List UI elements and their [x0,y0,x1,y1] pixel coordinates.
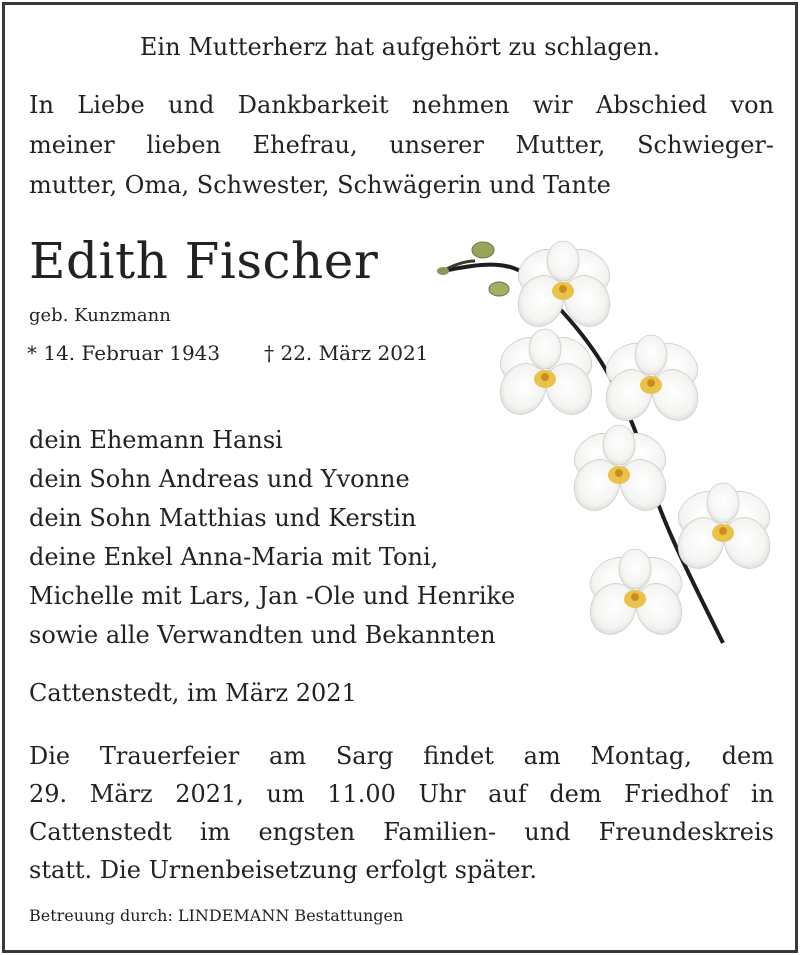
mourner-line: sowie alle Verwandten und Bekannten [29,621,496,649]
mourner-line: dein Sohn Matthias und Kerstin [29,504,417,532]
mourner-line: dein Ehemann Hansi [29,426,283,454]
orchid-flower [492,329,600,422]
intro-line: In Liebe und Dankbarkeit nehmen wir Abschied von [29,91,774,119]
death-date: † 22. März 2021 [264,341,429,365]
mourners-list [29,421,515,655]
funeral-line: Cattenstedt im engsten Familien- und Freundeskreis [29,818,774,846]
birth-date: * 14. Februar 1943 [27,341,221,365]
maiden-name: geb. Kunzmann [29,305,171,326]
orchid-flower [670,483,778,576]
intro-line: meiner lieben Ehefrau, unserer Mutter, Schwieger- [29,131,774,159]
funeral-home-credit: Betreuung durch: LINDEMANN Bestattungen [29,906,404,925]
place-and-date: Cattenstedt, im März 2021 [29,679,357,707]
headline: Ein Mutterherz hat aufgehört zu schlagen. [139,33,661,61]
bud-icon [489,282,509,296]
funeral-details [29,737,774,889]
intro-line: mutter, Oma, Schwester, Schwägerin und Tante [29,171,611,199]
mourner-line: dein Sohn Andreas und Yvonne [29,465,410,493]
funeral-line: statt. Die Urnenbeisetzung erfolgt später. [29,856,537,884]
mourner-line: deine Enkel Anna-Maria mit Toni, [29,543,439,571]
bud-icon [472,242,494,258]
orchid-flower [582,549,690,642]
life-dates [27,338,428,368]
obituary-notice [2,2,798,953]
deceased-name: Edith Fischer [29,232,379,290]
funeral-line: Die Trauerfeier am Sarg findet am Montag, dem [29,742,774,770]
orchid-flower [510,241,618,334]
mourner-line: Michelle mit Lars, Jan -Ole und Henrike [29,582,516,610]
orchid-flower [566,425,674,518]
funeral-line: 29. März 2021, um 11.00 Uhr auf dem Friedhof in [29,780,774,808]
intro-text [29,85,774,205]
orchid-flower [598,335,706,428]
